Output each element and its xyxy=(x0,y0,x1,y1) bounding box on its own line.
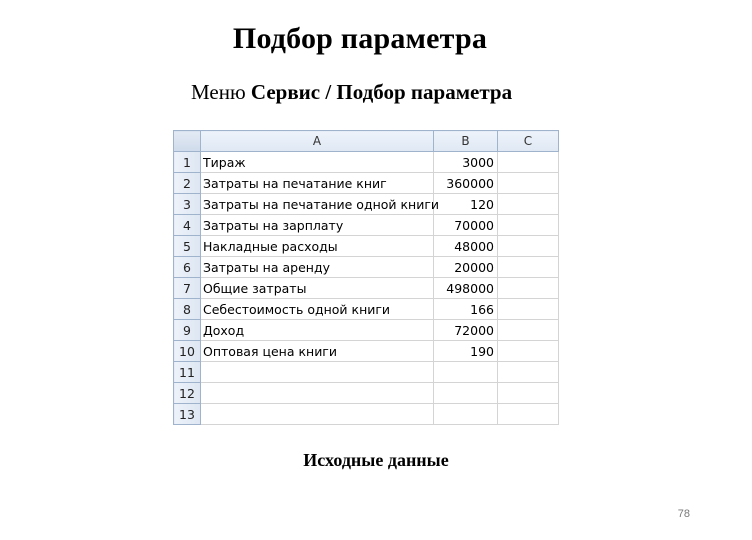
table-row xyxy=(174,152,559,173)
cell-c[interactable] xyxy=(498,362,559,383)
table-row xyxy=(174,341,559,362)
column-header-b[interactable]: B xyxy=(434,131,498,152)
cell-c[interactable] xyxy=(498,215,559,236)
cell-b[interactable] xyxy=(434,362,498,383)
cell-c[interactable] xyxy=(498,194,559,215)
slide-caption: Исходные данные xyxy=(303,450,449,470)
row-header[interactable]: 9 xyxy=(174,320,201,341)
cell-a[interactable] xyxy=(201,404,434,425)
row-header[interactable]: 12 xyxy=(174,383,201,404)
cell-a[interactable]: Оптовая цена книги xyxy=(201,341,434,362)
cell-c[interactable] xyxy=(498,173,559,194)
cell-a[interactable]: Накладные расходы xyxy=(201,236,434,257)
cell-a[interactable]: Затраты на печатание одной книги xyxy=(201,194,434,215)
cell-c[interactable] xyxy=(498,278,559,299)
row-header[interactable]: 5 xyxy=(174,236,201,257)
row-header[interactable]: 2 xyxy=(174,173,201,194)
subtitle-prefix: Меню xyxy=(191,80,246,104)
column-header-a[interactable]: A xyxy=(201,131,434,152)
cell-c[interactable] xyxy=(498,299,559,320)
cell-b[interactable]: 360000 xyxy=(434,173,498,194)
row-header[interactable]: 1 xyxy=(174,152,201,173)
table-row xyxy=(174,383,559,404)
cell-a[interactable]: Затраты на зарплату xyxy=(201,215,434,236)
cell-a[interactable]: Затраты на аренду xyxy=(201,257,434,278)
cell-b[interactable]: 120 xyxy=(434,194,498,215)
table-row xyxy=(174,194,559,215)
table-row xyxy=(174,404,559,425)
cell-a[interactable]: Доход xyxy=(201,320,434,341)
slide-title: Подбор параметра xyxy=(232,22,488,55)
row-header[interactable]: 4 xyxy=(174,215,201,236)
table-row xyxy=(174,320,559,341)
cell-c[interactable] xyxy=(498,257,559,278)
cell-c[interactable] xyxy=(498,320,559,341)
table-row xyxy=(174,257,559,278)
row-header[interactable]: 13 xyxy=(174,404,201,425)
cell-a[interactable] xyxy=(201,362,434,383)
cell-b[interactable]: 3000 xyxy=(434,152,498,173)
table-row xyxy=(174,173,559,194)
cell-b[interactable]: 498000 xyxy=(434,278,498,299)
table-row xyxy=(174,215,559,236)
cell-b[interactable]: 48000 xyxy=(434,236,498,257)
cell-b[interactable] xyxy=(434,404,498,425)
slide-subtitle xyxy=(191,80,512,105)
cell-a[interactable]: Затраты на печатание книг xyxy=(201,173,434,194)
column-header-c[interactable]: C xyxy=(498,131,559,152)
page-number: 78 xyxy=(677,508,690,520)
cell-c[interactable] xyxy=(498,383,559,404)
cell-c[interactable] xyxy=(498,404,559,425)
cell-a[interactable] xyxy=(201,383,434,404)
row-header[interactable]: 11 xyxy=(174,362,201,383)
spreadsheet xyxy=(173,130,558,422)
row-header[interactable]: 10 xyxy=(174,341,201,362)
select-all-corner[interactable] xyxy=(174,131,201,152)
cell-b[interactable] xyxy=(434,383,498,404)
table-row xyxy=(174,236,559,257)
spreadsheet-grid xyxy=(173,130,559,425)
cell-b[interactable]: 20000 xyxy=(434,257,498,278)
cell-b[interactable]: 190 xyxy=(434,341,498,362)
table-row xyxy=(174,299,559,320)
cell-c[interactable] xyxy=(498,236,559,257)
column-header-row xyxy=(174,131,559,152)
cell-a[interactable]: Тираж xyxy=(201,152,434,173)
cell-a[interactable]: Общие затраты xyxy=(201,278,434,299)
row-header[interactable]: 8 xyxy=(174,299,201,320)
row-header[interactable]: 3 xyxy=(174,194,201,215)
table-row xyxy=(174,278,559,299)
cell-b[interactable]: 70000 xyxy=(434,215,498,236)
cell-c[interactable] xyxy=(498,152,559,173)
cell-a[interactable]: Себестоимость одной книги xyxy=(201,299,434,320)
cell-b[interactable]: 72000 xyxy=(434,320,498,341)
row-header[interactable]: 6 xyxy=(174,257,201,278)
table-row xyxy=(174,362,559,383)
cell-c[interactable] xyxy=(498,341,559,362)
subtitle-menu-path: Сервис / Подбор параметра xyxy=(250,80,513,104)
row-header[interactable]: 7 xyxy=(174,278,201,299)
cell-b[interactable]: 166 xyxy=(434,299,498,320)
